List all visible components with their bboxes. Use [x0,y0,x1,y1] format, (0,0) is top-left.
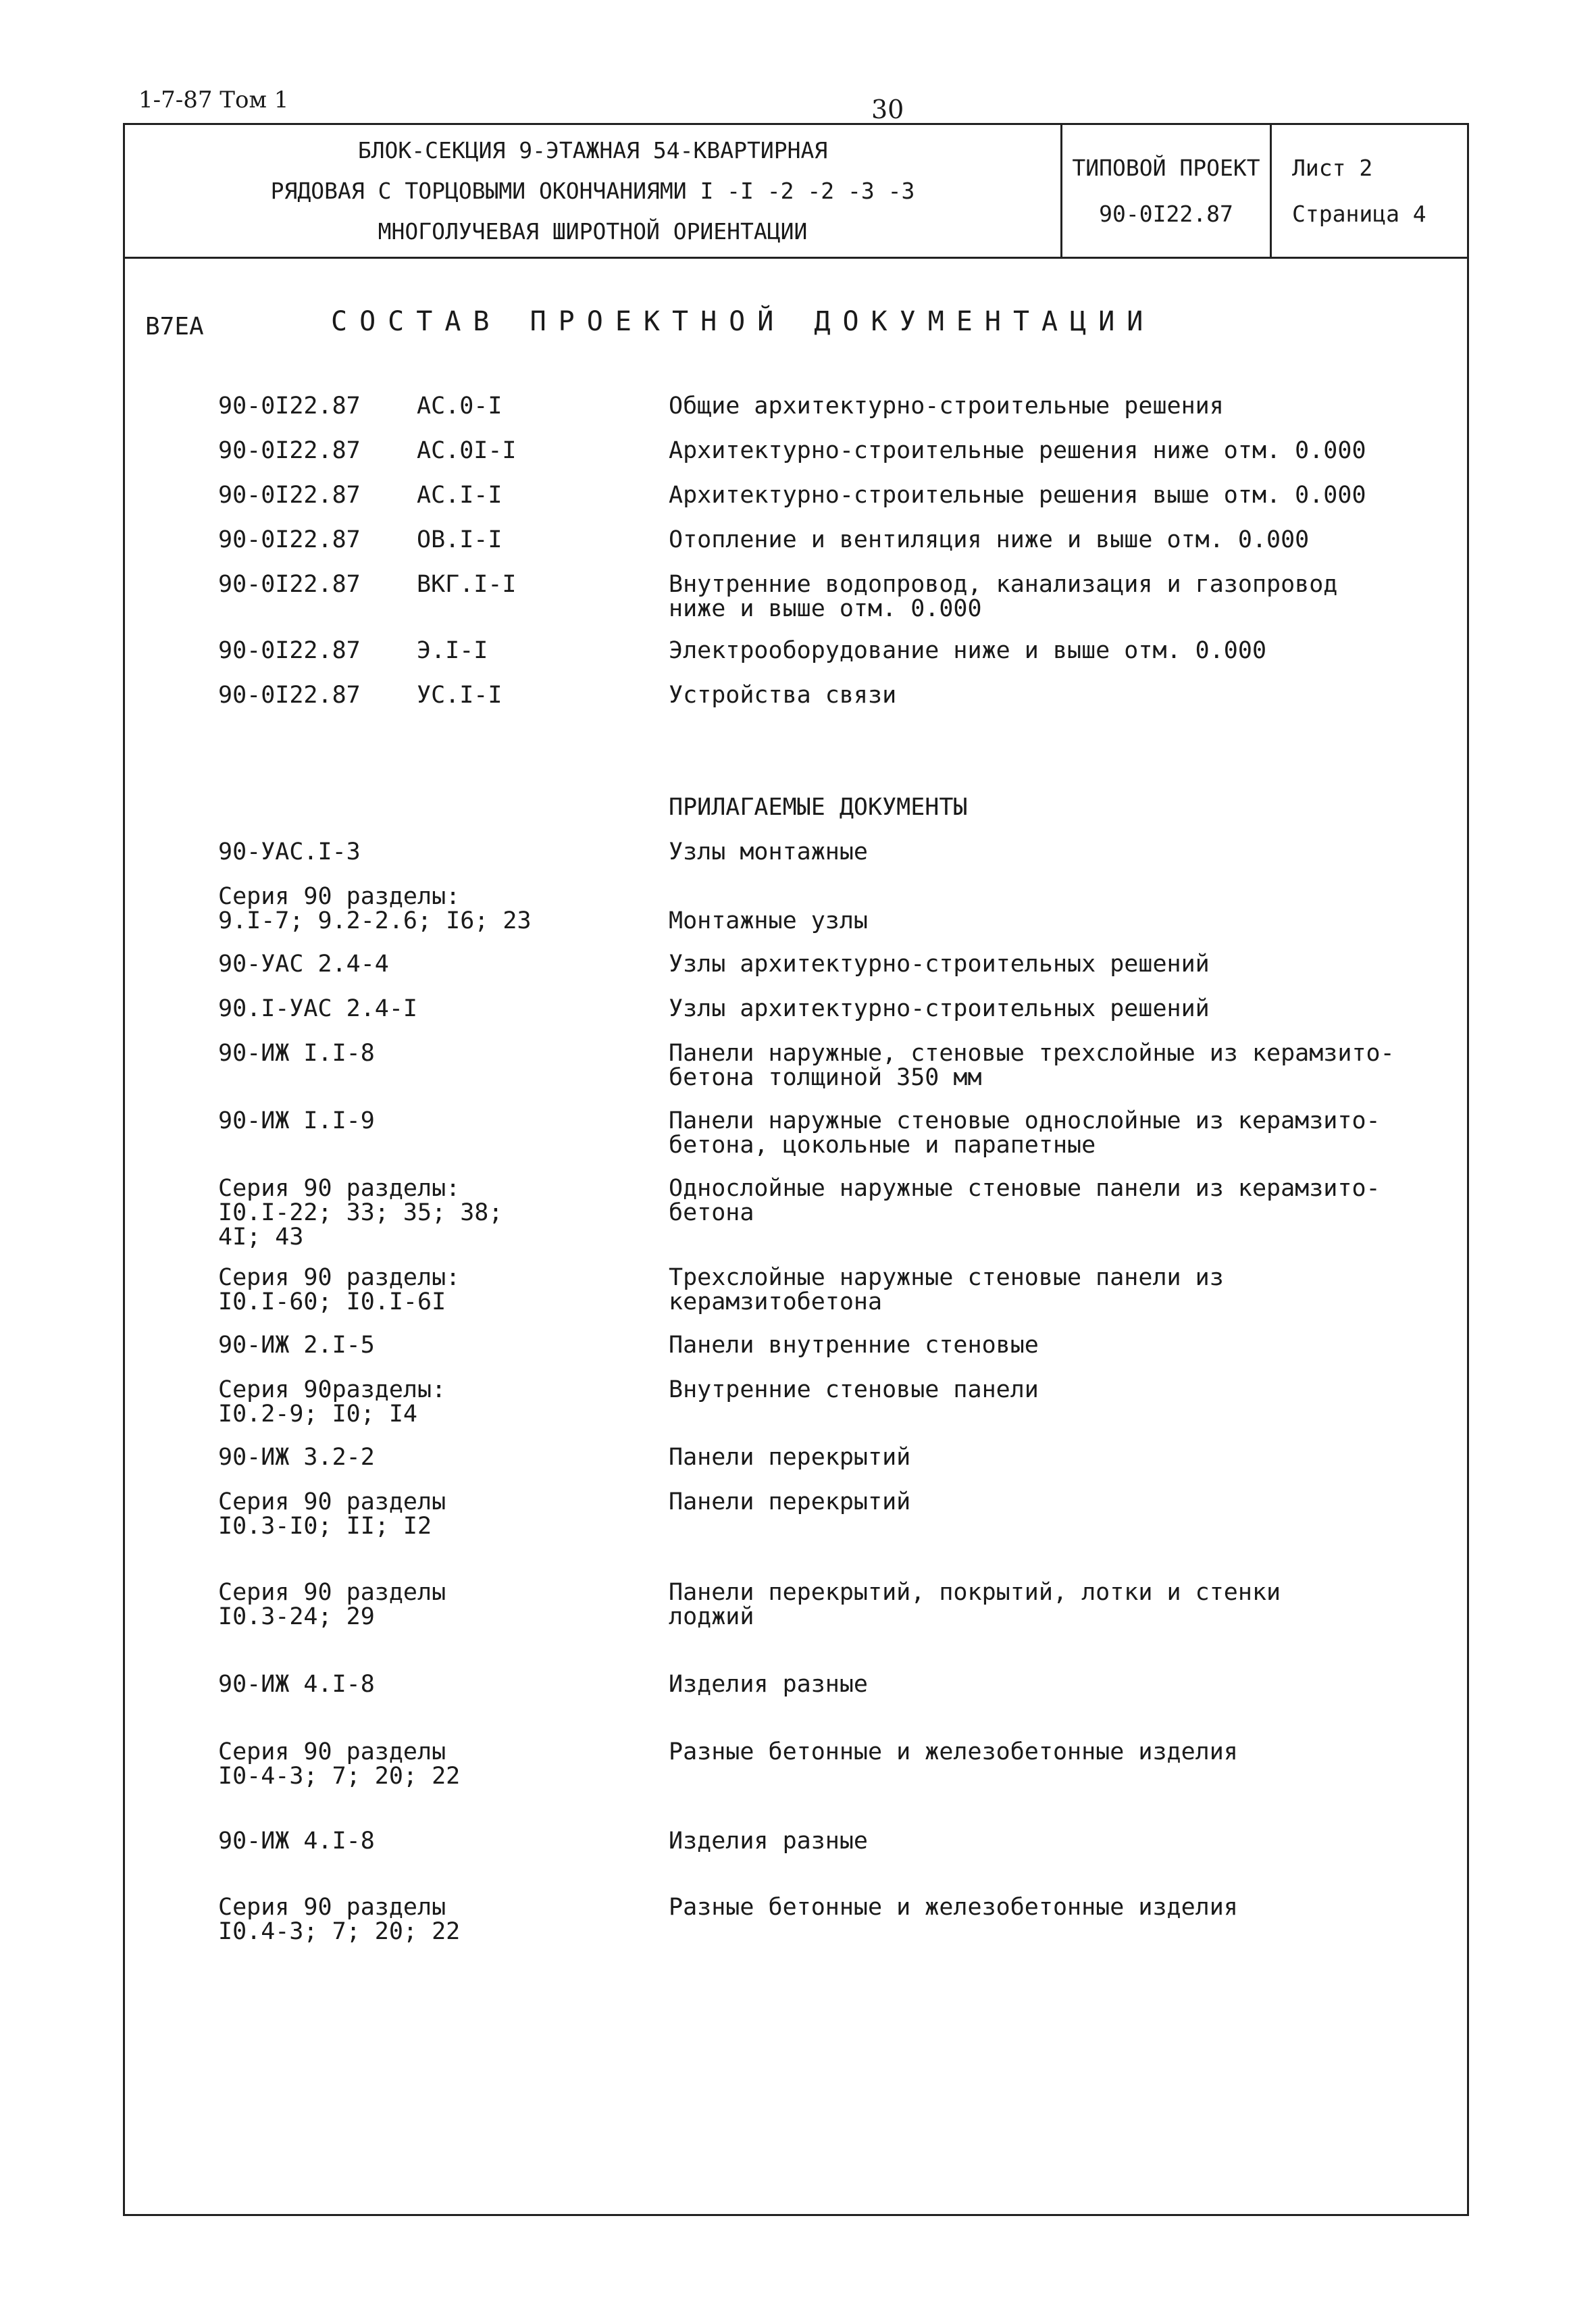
project-label: ТИПОВОЙ ПРОЕКТ [1072,155,1260,181]
document-mark: АС.0-I [417,393,503,420]
attached-reference: 90-ИЖ 3.2-2 [218,1444,375,1471]
attached-reference: 90.I-УАС 2.4-I [218,995,418,1022]
title-block-name [125,125,1062,257]
document-mark: АС.0I-I [417,437,517,464]
document-name: Электрооборудование ниже и выше отм. 0.000 [669,637,1267,664]
attached-documents-heading: ПРИЛАГАЕМЫЕ ДОКУМЕНТЫ [669,794,968,821]
document-number: 90-0I22.87 [218,437,361,464]
project-number: 90-0I22.87 [1099,201,1233,227]
title-line-3: МНОГОЛУЧЕВАЯ ШИРОТНОЙ ОРИЕНТАЦИИ [378,218,808,245]
volume-label: 1-7-87 Том 1 [138,86,289,114]
document-number: 90-0I22.87 [218,482,361,509]
document-number: 90-0I22.87 [218,637,361,664]
attached-name: Изделия разные [669,1671,869,1698]
attached-name: Узлы архитектурно-строительных решений [669,995,1210,1022]
attached-reference: Серия 90 разделы I0.3-I0; II; I2 [218,1488,446,1540]
attached-reference: Серия 90 разделы: I0.I-60; I0.I-6I [218,1264,461,1315]
attached-reference: Серия 90разделы: I0.2-9; I0; I4 [218,1376,446,1428]
document-mark: Э.I-I [417,637,488,664]
document-mark: АС.I-I [417,482,503,509]
document-name: Архитектурно-строительные решения ниже отм. 0.000 [669,437,1366,464]
page-label: Страница 4 [1292,201,1426,227]
document-frame [123,123,1469,2216]
section-title: СОСТАВ ПРОЕКТНОЙ ДОКУМЕНТАЦИИ [331,306,1156,337]
section-code: В7ЕА [145,313,204,341]
attached-name: Разные бетонные и железобетонные изделия [669,1738,1238,1765]
attached-name: Изделия разные [669,1828,869,1855]
title-block-sheet [1272,125,1467,257]
attached-name: Панели внутренние стеновые [669,1332,1039,1359]
attached-reference: Серия 90 разделы I0.4-3; 7; 20; 22 [218,1894,461,1945]
attached-name: Трехслойные наружные стеновые панели из керамзитобетона [669,1264,1224,1315]
document-name: Отопление и вентиляция ниже и выше отм. 0.000 [669,526,1310,553]
attached-reference: Серия 90 разделы I0.3-24; 29 [218,1579,446,1630]
attached-name: Панели перекрытий, покрытий, лотки и стенки лоджий [669,1579,1281,1630]
sheet-label: Лист 2 [1292,155,1373,181]
attached-name: Однослойные наружные стеновые панели из керамзито- бетона [669,1175,1381,1226]
title-line-2: РЯДОВАЯ С ТОРЦОВЫМИ ОКОНЧАНИЯМИ I -I -2 -2 -3 -3 [270,177,915,204]
attached-name: Узлы монтажные [669,838,869,865]
title-block [125,125,1467,259]
document-number: 90-0I22.87 [218,682,361,709]
attached-name: Монтажные узлы [669,907,869,934]
attached-reference: 90-ИЖ I.I-8 [218,1040,375,1067]
attached-reference: 90-ИЖ 4.I-8 [218,1671,375,1698]
document-name: Внутренние водопровод, канализация и газопровод ниже и выше отм. 0.000 [669,571,1338,622]
attached-name: Панели наружные, стеновые трехслойные из керамзито- бетона толщиной 350 мм [669,1040,1395,1091]
attached-reference: 90-УАС 2.4-4 [218,951,389,978]
attached-reference: 90-ИЖ 4.I-8 [218,1828,375,1855]
attached-name: Узлы архитектурно-строительных решений [669,951,1210,978]
document-mark: УС.I-I [417,682,503,709]
attached-reference: 90-УАС.I-3 [218,838,361,865]
attached-name: Панели перекрытий [669,1488,911,1515]
attached-name: Разные бетонные и железобетонные изделия [669,1894,1238,1921]
attached-name: Панели наружные стеновые однослойные из керамзито- бетона, цокольные и парапетные [669,1107,1381,1159]
attached-reference: 90-ИЖ 2.I-5 [218,1332,375,1359]
attached-reference: Серия 90 разделы: 9.I-7; 9.2-2.6; I6; 23 [218,883,532,934]
attached-reference: 90-ИЖ I.I-9 [218,1107,375,1134]
attached-name: Внутренние стеновые панели [669,1376,1039,1403]
title-block-project [1062,125,1272,257]
attached-name: Панели перекрытий [669,1444,911,1471]
title-line-1: БЛОК-СЕКЦИЯ 9-ЭТАЖНАЯ 54-КВАРТИРНАЯ [357,136,828,164]
document-name: Архитектурно-строительные решения выше отм. 0.000 [669,482,1366,509]
attached-reference: Серия 90 разделы: I0.I-22; 33; 35; 38; 4I; 43 [218,1175,503,1251]
document-mark: ОВ.I-I [417,526,503,553]
attached-reference: Серия 90 разделы I0-4-3; 7; 20; 22 [218,1738,461,1790]
document-number: 90-0I22.87 [218,526,361,553]
page-number: 30 [871,95,904,124]
document-name: Общие архитектурно-строительные решения [669,393,1224,420]
document-number: 90-0I22.87 [218,571,361,598]
document-name: Устройства связи [669,682,897,709]
document-number: 90-0I22.87 [218,393,361,420]
document-mark: ВКГ.I-I [417,571,517,598]
